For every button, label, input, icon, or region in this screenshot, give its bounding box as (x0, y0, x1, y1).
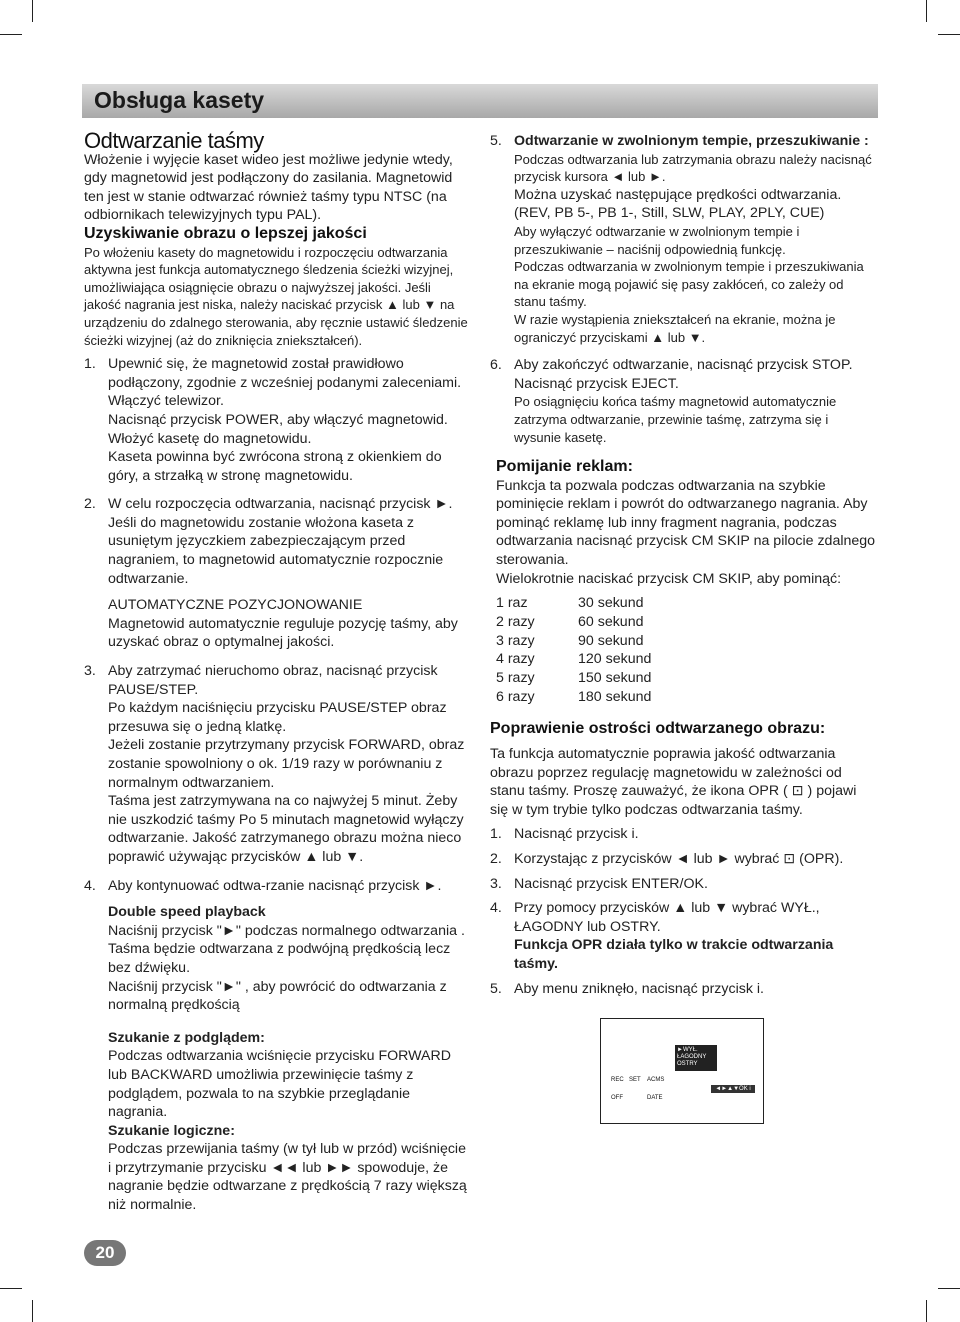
opr-note: Funkcja OPR działa tylko w trakcie odtwarzania taśmy. (514, 937, 834, 972)
step-4: 4. Aby kontynuować odtwa-rzanie nacisnąć przycisk ►. Double speed playback Naciśnij przycisk "►" podczas normalnego odtwarzania . Taśma będzie odtwarzana z podwójną prędkością lecz bez dźwięku. Naciśnij przycisk "►" , aby powrócić do odtwarzania z normalną prędkością Szukanie z podglądem: Podczas odtwarzania wciśnięcie przycisku FORWARD lub BACKWARD umożliwia przewinięcie taśmy z podglądem, pozwala to na szybkie przeglądanie nagrania. Szukanie logiczne: Podczas przewijania taśmy (w tył lub w przód) wciśnięcie i przytrzymanie przycisku ◄◄ lub ►► spowoduje, że nagranie będzie odtwarzane z prędkością 7 razy większą niż normalnie. (84, 877, 467, 1214)
off-icon: OFF (611, 1095, 623, 1101)
crop-mark (926, 1300, 927, 1322)
step-5: 5. Odtwarzanie w zwolnionym tempie, przeszukiwanie : Podczas odtwarzania lub zatrzymania obrazu należy nacisnąć przycisk kursora ◄ lub ►. Można uzyskać następujące prędkości odtwarzania. (REV, PB 5-, PB 1-, Still, SLW, PLAY, 2PLY, CUE) Aby wyłączyć odtwarzanie w zwolnionym tempie i przeszukiwanie – naciśnij odpowiednią funkcję. Podczas odtwarzania w zwolnionym tempie i przeszukiwania na ekranie mogą pojawić się pasy zakłóceń, co zależy od stanu taśmy. W razie wystąpienia zniekształceń na ekranie, można je ograniczyć przyciskami ▲ lub ▼. (490, 133, 872, 345)
opr-step: 2. Korzystając z przycisków ◄ lub ► wybrać ⊡ (OPR). (490, 850, 844, 867)
opr-step: 4. Przy pomocy przycisków ▲ lub ▼ wybrać WYŁ., ŁAGODNY lub OSTRY. Funkcja OPR działa tylko w trakcie odtwarzania taśmy. (490, 899, 878, 973)
step-1: 1. Upewnić się, że magnetowid został prawidłowo podłączony, zgodnie z wcześniej podanymi zaleceniami. Włączyć telewizor. Nacisnąć przycisk POWER, aby włączyć magnetowid. Włożyć kasetę do magnetowidu. Kaseta powinna być zwrócona stroną z okienkiem do góry, a strzałką w stronę magnetowidu. (84, 356, 462, 484)
crop-mark (32, 0, 33, 22)
opr-text: Ta funkcja automatycznie poprawia jakość odtwarzania obrazu poprzez regulację magnetowidu w zależności od stanu taśmy. Proszę zauważyć, że ikona OPR ( ⊡ ) pojawi się w tym trybie tylko podczas odtwarzania taśmy. (490, 745, 857, 818)
quality-text: Po włożeniu kasety do magnetowidu i rozpoczęciu odtwarzania aktywna jest funkcja automatycznego śledzenia ścieżki wizyjnej, umożliwiająca osiągnięcie obrazu o najwyższej jakości. Jeśli jakość nagrania jest niska, należy naciskać przycisk ▲ lub ▼ na urządzeniu do zdalnego sterowania, aby ręcznie ustawić śledzenie ścieżki wizyjnej (aż do zniknięcia zniekształceń). (84, 244, 468, 348)
crop-mark (32, 1300, 33, 1322)
page-number: 20 (84, 1240, 126, 1266)
double-speed-heading: Double speed playback (108, 904, 266, 921)
crop-mark (938, 1288, 960, 1289)
crop-mark (938, 34, 960, 35)
right-column (490, 132, 878, 998)
set-icon: SET (629, 1077, 641, 1083)
auto-heading: AUTOMATYCZNE POZYCJONOWANIE (108, 597, 363, 614)
skip-table (496, 594, 651, 706)
section-header (82, 84, 878, 118)
skip-text-2: Wielokrotnie naciskać przycisk CM SKIP, aby pominąć: (496, 570, 842, 587)
table-row: 6 razy 180 sekund (496, 688, 652, 705)
opr-step: 1. Nacisnąć przycisk i. (490, 826, 639, 843)
table-row: 4 razy 120 sekund (496, 651, 652, 668)
table-row: 1 raz 30 sekund (496, 595, 644, 612)
step-2: 2. W celu rozpoczęcia odtwarzania, nacisnąć przycisk ►. Jeśli do magnetowidu zostanie włożona kaseta z usuniętym języczkiem zabezpieczającym przed nagraniem, to magnetowid automatycznie rozpocznie odtwarzanie. AUTOMATYCZNE POZYCJONOWANIE Magnetowid automatycznie reguluje pozycję taśmy, aby uzyskać obraz o optymalnej jakości. (84, 495, 468, 652)
logic-heading: Szukanie logiczne: (108, 1122, 235, 1139)
crop-mark (926, 0, 927, 22)
quality-heading: Uzyskiwanie obrazu o lepszej jakości (84, 224, 367, 242)
section-title: Obsługa kasety (94, 87, 265, 113)
intro-text: Włożenie i wyjęcie kaset wideo jest możliwe jedynie wtedy, gdy magnetowid jest podłączony do zasilania. Magnetowid ten jest w stanie odtwarzać również taśmy typu NTSC (na odbiornikach telewizyjnych typu PAL). (84, 151, 453, 224)
skip-text: Funkcja ta pozwala podczas odtwarzania na szybkie pominięcie reklam i powrót do odtwarzanego nagrania. Aby pominąć reklamę lub inny fragment nagrania, podczas odtwarzania nacisnąć przycisk CM SKIP na pilocie zdalnego sterowania. (496, 477, 876, 569)
table-row: 5 razy 150 sekund (496, 670, 652, 687)
table-row: 3 razy 90 sekund (496, 632, 644, 649)
opr-step: 3. Nacisnąć przycisk ENTER/OK. (490, 875, 708, 892)
step-6: 6. Aby zakończyć odtwarzanie, nacisnąć przycisk STOP. Nacisnąć przycisk EJECT. Po osiągnięciu końca taśmy magnetowid automatycznie zatrzyma odtwarzanie, przewinie taśmę, zatrzyma się i wysunie kasetę. (490, 357, 853, 445)
crop-mark (0, 34, 22, 35)
opr-heading: Poprawienie ostrości odtwarzanego obrazu: (490, 720, 826, 738)
acms-icon: ACMS (647, 1077, 665, 1083)
rec-icon: REC (611, 1077, 624, 1083)
left-column (84, 128, 468, 1215)
page-title: Odtwarzanie taśmy (84, 128, 264, 153)
table-row: 2 razy 60 sekund (496, 613, 644, 630)
osd-screen (609, 1025, 753, 1117)
nav-hint: ◄►▲▼OK i (711, 1085, 755, 1093)
step-3: 3. Aby zatrzymać nieruchomo obraz, nacisnąć przycisk PAUSE/STEP. Po każdym naciśnięciu przycisku PAUSE/STEP obraz przesuwa się o jedną klatkę. Jeżeli zostanie przytrzymany przycisk FORWARD, obraz zostanie spowolniony o ok. 1/19 razy w porównaniu z normalnym odtwarzaniem. Taśma jest zatrzymywana na co najwyżej 5 minut. Żeby nie uszkodzić taśmy Po 5 minutach magnetowid wyłączy odtwarzanie. Jakość zatrzymanego obrazu można nieco poprawić używając przycisków ▲ lub ▼. (84, 663, 465, 865)
date-icon: DATE (647, 1095, 663, 1101)
crop-mark (0, 1288, 22, 1289)
opr-step: 5. Aby menu zniknęło, nacisnąć przycisk i. (490, 980, 764, 997)
skip-heading: Pomijanie reklam: (496, 458, 633, 476)
search-heading: Szukanie z podglądem: (108, 1029, 265, 1046)
opr-menu-box: ►WYŁ. ŁAGODNY OSTRY (675, 1045, 717, 1071)
osd-screen-illustration (600, 1018, 764, 1124)
